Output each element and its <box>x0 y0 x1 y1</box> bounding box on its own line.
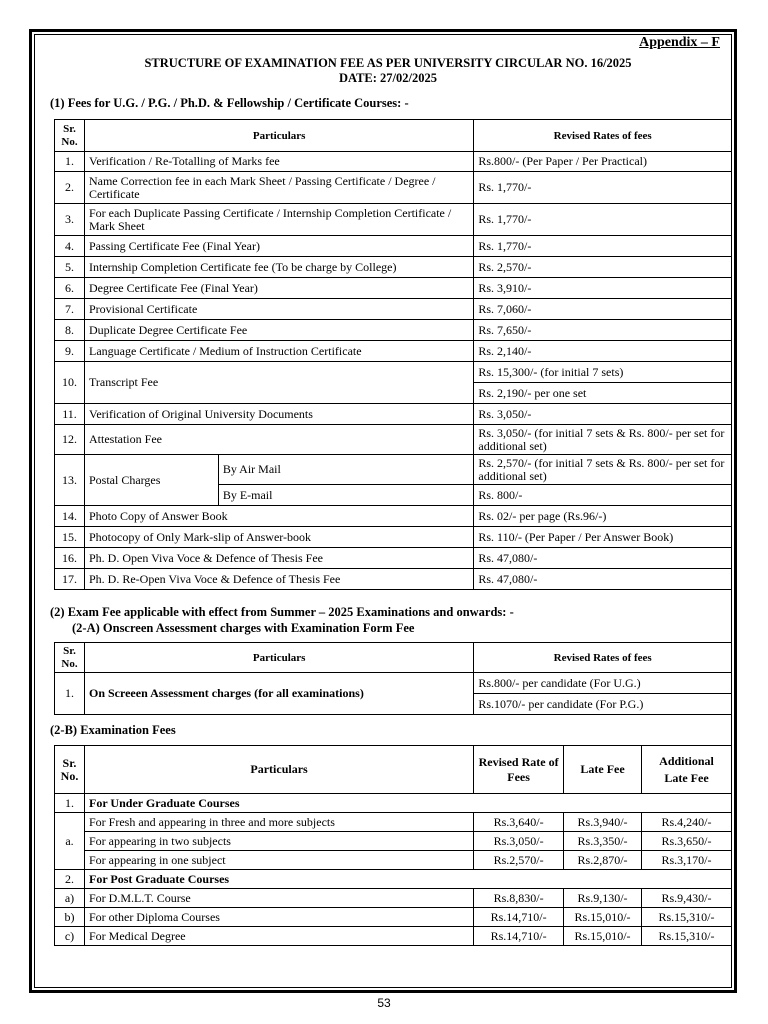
table-row <box>55 813 732 832</box>
row-additional-late-fee: Rs.9,430/- <box>642 889 732 908</box>
row-rate: Rs. 2,140/- <box>474 341 732 362</box>
table-row <box>55 832 732 851</box>
row-particulars: For Fresh and appearing in three and more subjects <box>84 813 473 832</box>
row-particulars: Photo Copy of Answer Book <box>84 506 473 527</box>
section-1-heading: (1) Fees for U.G. / P.G. / Ph.D. & Fellowship / Certificate Courses: - <box>50 96 409 110</box>
row-particulars: Verification / Re-Totalling of Marks fee <box>84 152 473 172</box>
row-additional-late-fee: Rs.4,240/- <box>642 813 732 832</box>
row-rate: Rs. 1,770/- <box>474 204 732 236</box>
table-row <box>55 172 732 204</box>
row-sr: 1. <box>55 673 85 715</box>
row-sr: 8. <box>55 320 85 341</box>
row-subtype: By Air Mail <box>218 455 474 485</box>
row-sr: 7. <box>55 299 85 320</box>
table-row <box>55 794 732 813</box>
row-sr: 13. <box>55 455 85 506</box>
table-row <box>55 299 732 320</box>
header-rate: Revised Rates of fees <box>474 120 732 152</box>
row-rate: Rs. 02/- per page (Rs.96/-) <box>474 506 732 527</box>
row-sr: 2. <box>55 172 85 204</box>
row-rate: Rs.3,050/- <box>474 832 564 851</box>
pg-courses-label: For Post Graduate Courses <box>84 870 731 889</box>
row-late-fee: Rs.2,870/- <box>564 851 642 870</box>
row-rate: Rs. 2,570/- <box>474 257 732 278</box>
row-sr: 2. <box>55 870 85 889</box>
row-sr: 10. <box>55 362 85 404</box>
page-number: 53 <box>377 996 391 1010</box>
row-sr: 11. <box>55 404 85 425</box>
table-row <box>55 278 732 299</box>
row-particulars: Ph. D. Open Viva Voce & Defence of Thesis Fee <box>84 548 473 569</box>
header-particulars: Particulars <box>84 643 473 673</box>
row-sr: 5. <box>55 257 85 278</box>
row-additional-late-fee: Rs.3,170/- <box>642 851 732 870</box>
table-row <box>55 673 732 694</box>
row-sr: 6. <box>55 278 85 299</box>
table-row <box>55 257 732 278</box>
table-row <box>55 908 732 927</box>
row-rate: Rs. 800/- <box>474 485 732 506</box>
table-header-row <box>55 120 732 152</box>
header-particulars: Particulars <box>84 120 473 152</box>
row-rate: Rs. 2,570/- (for initial 7 sets & Rs. 800/- per set for additional set) <box>474 455 732 485</box>
row-rate: Rs. 2,190/- per one set <box>474 383 732 404</box>
row-sr: 4. <box>55 236 85 257</box>
table-row <box>55 569 732 590</box>
row-sr: 9. <box>55 341 85 362</box>
fees-table-2b <box>54 745 732 946</box>
row-rate: Rs. 7,060/- <box>474 299 732 320</box>
table-row <box>55 851 732 870</box>
section-2b-heading: (2-B) Examination Fees <box>50 723 176 737</box>
row-rate: Rs. 7,650/- <box>474 320 732 341</box>
row-late-fee: Rs.9,130/- <box>564 889 642 908</box>
row-particulars: For other Diploma Courses <box>84 908 473 927</box>
table-row <box>55 506 732 527</box>
row-rate: Rs.1070/- per candidate (For P.G.) <box>474 694 732 715</box>
row-rate: Rs.800/- (Per Paper / Per Practical) <box>474 152 732 172</box>
row-additional-late-fee: Rs.3,650/- <box>642 832 732 851</box>
row-particulars: For each Duplicate Passing Certificate / Internship Completion Certificate / Mark Sheet <box>84 204 473 236</box>
row-particulars: Attestation Fee <box>84 425 473 455</box>
table-row <box>55 341 732 362</box>
row-late-fee: Rs.3,940/- <box>564 813 642 832</box>
ug-courses-label: For Under Graduate Courses <box>84 794 731 813</box>
row-particulars: Internship Completion Certificate fee (To be charge by College) <box>84 257 473 278</box>
section-2a-heading: (2-A) Onscreen Assessment charges with Examination Form Fee <box>72 621 415 635</box>
row-particulars: Provisional Certificate <box>84 299 473 320</box>
row-rate: Rs.14,710/- <box>474 908 564 927</box>
row-particulars: Photocopy of Only Mark-slip of Answer-book <box>84 527 473 548</box>
row-sr: 3. <box>55 204 85 236</box>
row-sr: 17. <box>55 569 85 590</box>
row-particulars: Ph. D. Re-Open Viva Voce & Defence of Thesis Fee <box>84 569 473 590</box>
table-row <box>55 362 732 383</box>
row-late-fee: Rs.3,350/- <box>564 832 642 851</box>
row-particulars: For appearing in one subject <box>84 851 473 870</box>
table-row <box>55 204 732 236</box>
header-rate: Revised Rates of fees <box>474 643 732 673</box>
table-row <box>55 548 732 569</box>
row-sr: 1. <box>55 794 85 813</box>
table-row <box>55 455 732 485</box>
row-particulars: On Screeen Assessment charges (for all examinations) <box>84 673 473 715</box>
fees-table-2a <box>54 642 732 715</box>
table-row <box>55 889 732 908</box>
row-particulars: For Medical Degree <box>84 927 473 946</box>
row-rate: Rs. 47,080/- <box>474 569 732 590</box>
row-rate: Rs.14,710/- <box>474 927 564 946</box>
document-title <box>44 56 732 86</box>
header-sr-no: Sr. No. <box>55 120 85 152</box>
table-row <box>55 425 732 455</box>
row-sr: a) <box>55 889 85 908</box>
row-particulars: Verification of Original University Documents <box>84 404 473 425</box>
table-row <box>55 527 732 548</box>
row-particulars: Transcript Fee <box>84 362 473 404</box>
section-2-heading: (2) Exam Fee applicable with effect from Summer – 2025 Examinations and onwards: - <box>50 605 514 619</box>
row-sr: 12. <box>55 425 85 455</box>
row-particulars: Duplicate Degree Certificate Fee <box>84 320 473 341</box>
title-line-1: STRUCTURE OF EXAMINATION FEE AS PER UNIVERSITY CIRCULAR NO. 16/2025 <box>144 56 632 70</box>
row-additional-late-fee: Rs.15,310/- <box>642 927 732 946</box>
row-late-fee: Rs.15,010/- <box>564 927 642 946</box>
row-rate: Rs.3,640/- <box>474 813 564 832</box>
row-rate: Rs.2,570/- <box>474 851 564 870</box>
row-particulars: Degree Certificate Fee (Final Year) <box>84 278 473 299</box>
row-rate: Rs. 110/- (Per Paper / Per Answer Book) <box>474 527 732 548</box>
table-header-row <box>55 643 732 673</box>
row-sr: b) <box>55 908 85 927</box>
row-particulars: For D.M.L.T. Course <box>84 889 473 908</box>
table-row <box>55 236 732 257</box>
table-row <box>55 927 732 946</box>
table-row <box>55 320 732 341</box>
table-header-row <box>55 746 732 794</box>
row-rate: Rs.800/- per candidate (For U.G.) <box>474 673 732 694</box>
row-sr: c) <box>55 927 85 946</box>
row-subtype: By E-mail <box>218 485 474 506</box>
row-sr: 1. <box>55 152 85 172</box>
appendix-label: Appendix – F <box>639 35 720 50</box>
row-particulars: Postal Charges <box>84 455 218 506</box>
row-sr: 14. <box>55 506 85 527</box>
row-particulars: Passing Certificate Fee (Final Year) <box>84 236 473 257</box>
row-rate: Rs. 3,910/- <box>474 278 732 299</box>
row-particulars: For appearing in two subjects <box>84 832 473 851</box>
row-sr: 16. <box>55 548 85 569</box>
row-sr: a. <box>55 813 85 870</box>
title-line-2: DATE: 27/02/2025 <box>338 71 438 85</box>
row-rate: Rs. 1,770/- <box>474 236 732 257</box>
table-row <box>55 152 732 172</box>
row-rate: Rs. 47,080/- <box>474 548 732 569</box>
row-particulars: Name Correction fee in each Mark Sheet / Passing Certificate / Degree / Certificate <box>84 172 473 204</box>
row-additional-late-fee: Rs.15,310/- <box>642 908 732 927</box>
header-rate: Revised Rate of Fees <box>474 746 564 794</box>
header-additional-late-fee: Additional Late Fee <box>642 746 732 794</box>
row-rate: Rs. 15,300/- (for initial 7 sets) <box>474 362 732 383</box>
row-rate: Rs. 1,770/- <box>474 172 732 204</box>
fees-table-1 <box>54 119 732 590</box>
row-rate: Rs.8,830/- <box>474 889 564 908</box>
row-rate: Rs. 3,050/- <box>474 404 732 425</box>
row-sr: 15. <box>55 527 85 548</box>
header-sr-no: Sr. No. <box>55 643 85 673</box>
row-particulars: Language Certificate / Medium of Instruction Certificate <box>84 341 473 362</box>
header-sr-no: Sr. No. <box>55 746 85 794</box>
table-row <box>55 404 732 425</box>
header-particulars: Particulars <box>84 746 473 794</box>
row-late-fee: Rs.15,010/- <box>564 908 642 927</box>
table-row <box>55 870 732 889</box>
header-late-fee: Late Fee <box>564 746 642 794</box>
row-rate: Rs. 3,050/- (for initial 7 sets & Rs. 800/- per set for additional set) <box>474 425 732 455</box>
